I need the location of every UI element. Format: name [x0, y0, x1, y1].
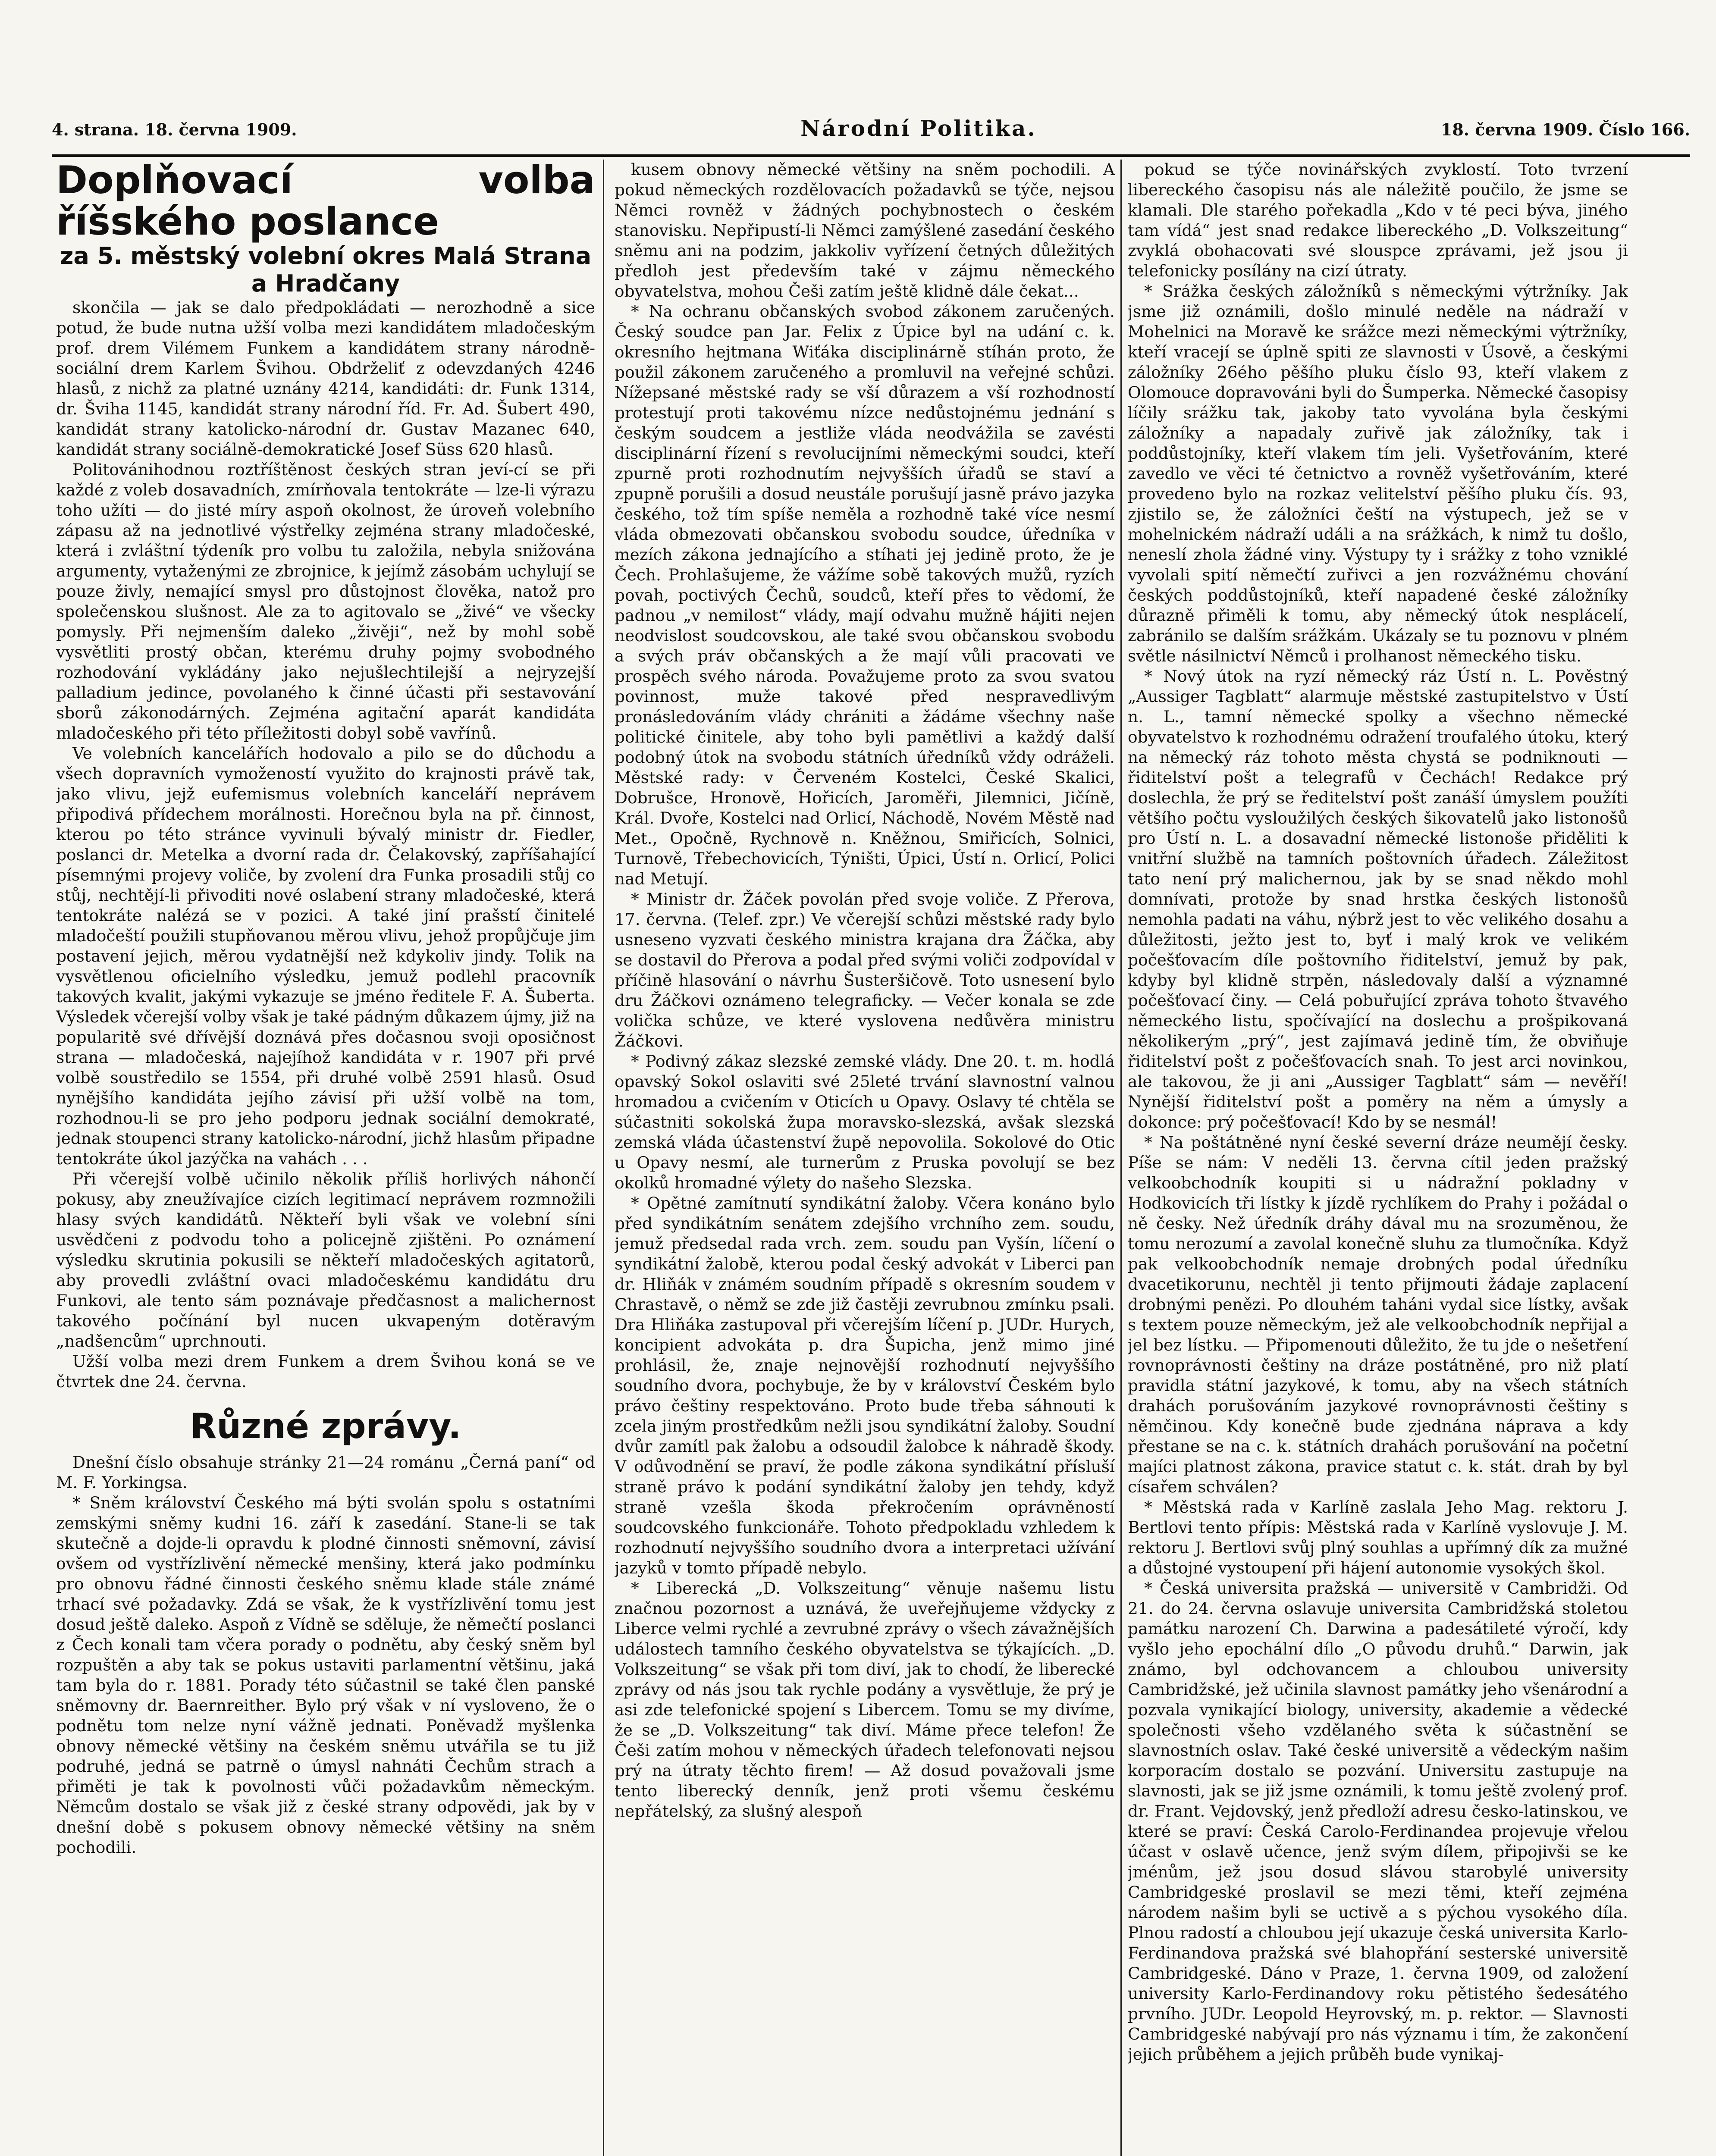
paragraph: Dnešní číslo obsahuje stránky 21—24 románu „Černá paní“ od M. F. Yorkingsa.	[56, 1453, 595, 1492]
date-and-issue	[1441, 120, 1690, 139]
paragraph: * Opětné zamítnutí syndikátní žaloby. Včera konáno bylo před syndikátním senátem zdejšího vrchního zem. soudu, jemuž předsedal rada vrch. zem. soudu pan Vyšín, líčení o syndikátní žalobě, kterou podal český advokát v Liberci pan dr. Hliňák v známém soudním případě s okresním soudem v Chrastavě, o němž se zde již častěji zevrubnou zmínku psali. Dra Hliňáka zastupoval při včerejším líčení p. JUDr. Hurych, koncipient advokáta p. dra Šupicha, jenž mimo jiné prohlásil, že, znaje nejnovější rozhodnutí nejvyššího soudního dvora, pochybuje, že by v království Českém bylo právo češtiny respektováno. Proto bude třeba sáhnouti k zcela jiným prostředkům nežli jsou syndikátní žaloby. Soudní dvůr zamítl pak žalobu a odsoudil žalobce k náhradě škody. V odůvodnění se praví, že podle zákona syndikátní přísluší straně právo k podání syndikátní žaloby jen tehdy, když straně vzešla škoda překročením oprávněností soudcovského funkcionáře. Tohoto předpokladu vzhledem k rozhodnutí nejvyššího soudního dvora a interpretaci užívání jazyků v tomto případě nebylo.	[615, 1194, 1115, 1577]
page-number: 4. strana.	[52, 120, 139, 139]
page-number-and-date	[52, 120, 297, 139]
article-title: Doplňovací volba říšského poslance	[56, 160, 595, 244]
header-date-left: 18. června 1909.	[144, 120, 297, 139]
column-1	[56, 160, 595, 2156]
column-3	[1128, 160, 1628, 2156]
paragraph: * Česká universita pražská — universitě v Cambridži. Od 21. do 24. června oslavuje universita Cambridžská stoletou památku narození Ch. Darwina a padesátileté výročí, kdy vyšlo jeho epochální dílo „O původu druhů.“ Darwin, jak známo, byl odchovancem a chloubou university Cambridžské, jež učinila slavnost památky jeho všenárodní a pozvala vynikající biology, university, akademie a vědecké společnosti všeho vzdělaného světa k súčastnění se slavnostních oslav. Také české universitě a vědeckým našim korporacím dostalo se pozvání. Universitu zastupuje na slavnosti, jak se již jsme oznámili, k tomu ještě zvolený prof. dr. Frant. Vejdovský, jenž předloží adresu česko-latinskou, ve které se praví: Česká Carolo-Ferdinandea projevuje vřelou účast v oslavě učence, jenž svým dílem, připojivši se ke jménům, jež jsou dosud slávou starobylé university Cambridgeské proslavil se mezi těmi, kteří zejména národem našim byli se uctivě a s pýchou vysokého díla. Plnou radostí a chloubou její ukazuje česká universita Karlo-Ferdinandova pražská své blahopřání sesterské universitě Cambridgeské. Dáno v Praze, 1. června 1909, od založení university Karlo-Ferdinandovy roku pětistého šedesátého prvního. JUDr. Leopold Heyrovský, m. p. rektor. — Slavnosti Cambridgeské nabývají pro nás významu i tím, že zakončení jejich průběhem a jejich průběh bude vynikaj-	[1128, 1579, 1628, 2064]
column-2	[615, 160, 1115, 2156]
paragraph: Politovánihodnou roztříštěnost českých stran jeví-cí se při každé z voleb dosavadních, zmírňovala tentokráte — lze-li výrazu toho užíti — do jisté míry aspoň okolnost, že úroveň volebního zápasu až na jednotlivé výstřelky zejména strany mladočeské, která i zvláštní týdeník pro volbu tu založila, nebyla snižována argumenty, vytaženými ze zbrojnice, k jejímž zásobám uchylují se pouze živly, nemající smysl pro důstojnost člověka, natož pro společenskou slušnost. Ale za to agitovalo se „živé“ ve všecky pomysly. Při nejmenším daleko „živěji“, než by mohl sobě vysvětliti prostý občan, kterému druhy pojmy svobodného rozhodování vykládány jako nejušlechtilejší a nejryzejší palladium jedince, povolaného k činné účasti při sestavování sborů zákonodárných. Zejména agitační aparát kandidáta mladočeského při této příležitosti dobyl sobě vavřínů.	[56, 460, 595, 743]
paragraph: Užší volba mezi drem Funkem a drem Švihou koná se ve čtvrtek dne 24. června.	[56, 1352, 595, 1391]
paragraph: * Ministr dr. Žáček povolán před svoje voliče. Z Přerova, 17. června. (Telef. zpr.) Ve včerejší schůzi městské rady bylo usneseno vyzvati českého ministra krajana dra Žáčka, aby se dostavil do Přerova a podal před svými voliči zodpovídal v příčině hlasování o návrhu Šusteršičově. Toto usnesení bylo dru Žáčkovi oznámeno telegraficky. — Večer konala se zde volička schůze, ve které vyslovena nedůvěra ministru Žáčkovi.	[615, 890, 1115, 1050]
section-body	[56, 1452, 595, 1858]
paragraph: Ve volebních kancelářích hodovalo a pilo se do důchodu a všech dopravních vymožeností využito do krajnosti právě tak, jako vlivu, jejž eufemismus volebních kanceláří neprávem připodivá přídechem morálnosti. Horečnou byla na př. činnost, kterou po této stránce vyvinuli bývalý ministr dr. Fiedler, poslanci dr. Metelka a dvorní rada dr. Čelakovský, zapříšahající písemnými projevy voliče, by zvolení dra Funka prosadili stůj co stůj, nechtějí-li přivoditi nové oslabení strany mladočeské, která tentokráte nalézá se v pozici. A také jiní prašstí činitelé mladočeští použili stupňovanou měrou vlivu, jehož propůjčuje jim postavení jejich, měrou vydatnější než kdykoliv jindy. Tolik na vysvětlenou oficielního výsledku, jemuž podlehl pracovník takových kvalit, jakými vykazuje se jméno ředitele F. A. Šuberta. Výsledek včerejší volby však je také pádným důkazem újmy, již na popularitě své dřívější doznává přes dočasnou svoji oposičnost strana — mladočeská, najejíhož kandidáta v r. 1907 při prvé volbě soustředilo se 1554, při druhé volbě 2591 hlasů. Osud nynějšího kandidáta jejího závisí při užší volbě na tom, rozhodnou-li se pro jeho podporu jednak sociální demokraté, jednak stoupenci strany katolicko-národní, jichž hlasům připadne tentokráte úkol jazýčka na vahách . . .	[56, 744, 595, 1168]
paragraph: kusem obnovy německé většiny na sněm pochodili. A pokud německých rozdělovacích požadavků se týče, nejsou Němci rovněž v žádných pochybnostech o českém stanovisku. Nepřipustí-li Němci zamýšlené zasedání českého sněmu ani na podzim, jakkoliv vyřízení četných důležitých předloh jest především také v zájmu německého obyvatelstva, mohou Češi zatím ještě klidně dále čekat...	[615, 160, 1115, 301]
paragraph: * Nový útok na ryzí německý ráz Ústí n. L. Pověstný „Aussiger Tagblatt“ alarmuje městské zastupitelstvo v Ústí n. L., tamní německé spolky a všechno německé obyvatelstvo k rozhodnému odražení troufalého útoku, který na německý ráz tohoto města chystá se podniknouti — řiditelství pošt a telegrafů v Čechách! Redakce prý doslechla, že prý se ředitelství pošt zanáší úmyslem použíti většího počtu vysloužilých českých šikovatelů jako listonošů pro Ústí n. L. a dosavadní německé listonoše přiděliti k vnitřní službě na tamních poštovních úřadech. Záležitost tato není prý malichernou, jak by se snad někdo mohl domnívati, protože by snad hrstka českých listonošů nemohla padati na váhu, nýbrž jest to věc velikého dosahu a důležitosti, ježto jest to, byť i malý krok ve velikém počešťovacím díle poštovního řiditelství, jemuž by pak, kdyby byl klidně strpěn, následovaly další a významné počešťovací činy. — Celá pobuřující zpráva tohoto štvavého německého listu, spočívající na doslechu a prošpikovaná několikerým „prý“, jest zajímavá jedině tím, že obviňuje řiditelství pošt z počešťovacích snah. To jest arci novinkou, ale takovou, že ji ani „Aussiger Tagblatt“ sám — nevěří! Nynější řiditelství pošt a poměry na něm a úmysly a dokonce: prý počešťovací! Kdo by se nesmál!	[1128, 667, 1628, 1131]
article-body	[56, 298, 595, 1392]
column-2-body	[615, 160, 1115, 1821]
paragraph: * Sněm království Českého má býti svolán spolu s ostatními zemskými sněmy kudni 16. září k zasedání. Stane-li se tak skutečně a dojde-li opravdu k plodné činnosti sněmovní, závisí ovšem od vystřízlivění německé menšiny, která jako podmínku pro obnovu řádné činnosti českého sněmu klade stále známé trhací své požadavky. Zdá se však, že k vystřízlivění tomu jest dosud ještě daleko. Aspoň z Vídně se sděluje, že němečtí poslanci z Čech konali tam včera porady o podnětu, aby český sněm byl rozpuštěn a aby tak se pokus ustaviti parlamentní většinu, jaká tam byla do r. 1881. Porady této súčastnil se také člen panské sněmovny dr. Baernreither. Bylo prý však v ní vysloveno, že o podnětu tom nelze nyní vážně jednati. Poněvadž myšlenka obnovy německé většiny na českém sněmu utvářila se tu již podruhé, jedná se patrně o úmysl nahnáti Čechům strach a přiměti je tak k povolnosti vůči požadavkům německým. Němcům dostalo se však již z české strany odpovědi, jak by v dnešní době s pokusem obnovy německé většiny na sněm pochodili.	[56, 1493, 595, 1857]
masthead-title: Národní Politika.	[800, 116, 1037, 141]
paragraph: * Liberecká „D. Volkszeitung“ věnuje našemu listu značnou pozornost a uznává, že uveřejňujeme vždycky z Liberce velmi rychlé a zevrubné zprávy o všech závažnějších událostech tamního českého obyvatelstva se týkajících. „D. Volkszeitung“ se však při tom diví, jak to chodí, že liberecké zprávy od nás jsou tak rychle podány a vysvětluje, že prý je asi zde telefonické spojení s Libercem. Tomu se my divíme, že se „D. Volkszeitung“ tak diví. Máme přece telefon! Že Češi zatím mohou v německých úřadech telefonovati nejsou prý na útraty těchto firem! — Až dosud považovali jsme tento liberecký denník, jenž proti všemu českému nepřátelský, za slušný alespoň	[615, 1579, 1115, 1821]
paragraph: * Podivný zákaz slezské zemské vlády. Dne 20. t. m. hodlá opavský Sokol oslaviti své 25leté trvání slavnostní valnou hromadou a cvičením v Oticích u Opavy. Oslavy té chtěla se súčastniti sokolská župa moravsko-slezská, avšak slezská zemská vláda účastenství župě nepovolila. Sokolové do Otic u Opavy nesmí, ale turnerům z Pruska povolují se bez okolků hromadné výlety do našeho Slezska.	[615, 1052, 1115, 1192]
paragraph: * Srážka českých záložníků s německými výtržníky. Jak jsme již oznámili, došlo minulé neděle na nádraží v Mohelnici na Moravě ke srážce mezi německými výtržníky, kteří vracejí se úplně spiti ze slavnosti v Úsově, a českými záložníky 26ého pěšího pluku číslo 93, kteří vlakem z Olomouce dopravováni byli do Šumperka. Německé časopisy líčily srážku tak, jakoby tato vyvolána byla českými záložníky a napadaly zuřivě jak záložníky, tak i poddůstojníky, kteří vlakem tím jeli. Vyšetřováním, které zavedlo ve věci té četnictvo a rovněž vyšetřováním, které provedeno bylo na rozkaz velitelství pěšího pluku čís. 93, zjistilo se, že záložníci čeští na výstupech, jež se v mohelnickém nádraží událi a na srážkách, k nimž tu došlo, neneslí zhola žádné viny. Výstupy ty i srážky z toho vzniklé vyvolali spití němečtí zuřivci a jen rozvážnému chování českých poddůstojníků, kteří napadené české záložníky důrazně přiměli k tomu, aby německý útok nesplácelí, zabránilo se dalším srážkám. Ukázaly se tu poznovu v plném světle násilnictví Němců i prolhanost německého tisku.	[1128, 282, 1628, 665]
section-title: Různé zprávy.	[190, 1406, 461, 1446]
page-header	[52, 116, 1690, 157]
column-divider	[1120, 160, 1122, 2156]
paragraph: skončila — jak se dalo předpokládati — nerozhodně a sice potud, že bude nutna užší volba mezi kandidátem mladočeským prof. drem Vilémem Funkem a kandidátem strany národně-sociální drem Karlem Švihou. Obdrželiť z odevzdaných 4246 hlasů, z nichž za platné uznány 4214, kandidáti: dr. Funk 1314, dr. Šviha 1145, kandidát strany národní říd. Fr. Ad. Šubert 490, kandidát strany katolicko-národní dr. Gustav Mazanec 640, kandidát strany sociálně-demokratické Josef Süss 620 hlasů.	[56, 298, 595, 459]
column-3-body	[1128, 160, 1628, 2065]
paragraph: * Na poštátněné nyní české severní dráze neumějí česky. Píše se nám: V neděli 13. června cítil jeden pražský velkoobchodník koupiti si u nádražní pokladny v Hodkovicích tři lístky k jízdě rychlíkem do Prahy i požádal o ně česky. Než úředník dráhy dával mu na srozuměnou, že tomu nerozumí a zavolal konečně sluhu za tlumočníka. Když pak velkoobchodník nemaje drobných podal úředníku dvacetikorunu, nechtěl ji tento přijmouti žádaje zaplacení drobnými penězi. Po dlouhém taháni vydal sice lístky, avšak s textem pouze německým, jež ale velkoobchodník nepřijal a jel bez lístku. — Připomenouti důležito, že tu jde o nešetření rovnoprávnosti češtiny na dráze postátněné, pro niž platí pravidla státní jazykové, k tomu, aby na všech státních drahách porušováním jazykové rovnoprávnosti češtiny s němčinou. Kdy konečně bude zjednána náprava a kdy přestane se na c. k. státních drahách porušování na početní majíci platnost zákona, pravice statut c. k. stát. drah by byl císařem schválen?	[1128, 1133, 1628, 1496]
article-subtitle: za 5. městský volební okres Malá Strana a Hradčany	[60, 242, 592, 297]
paragraph: pokud se týče novinářských zvyklostí. Toto tvrzení libereckého časopisu nás ale náležitě poučilo, že jsme se klamali. Dle starého pořekadla „Kdo v té peci býva, jiného tam vídá“ jest snad redakce libereckého „D. Volkszeitung“ zvyklá obohacovati své slouspce zprávami, jež jsou ji telefonicky posílány na cizí útraty.	[1128, 160, 1628, 280]
column-divider	[603, 160, 604, 2156]
paragraph: * Na ochranu občanských svobod zákonem zaručených. Český soudce pan Jar. Felix z Úpice byl na udání c. k. okresního hejtmana Wiťáka disciplinárně stíhán proto, že použil zákonem zaručeného a promluvil na veřejné schůzi. Nížepsané městské rady se vší důrazem a vší rozhodností protestují proti takovému nízce nedůstojnému jednání s českým soudcem a jestliže vláda neodvážila se zavésti disciplinární řízení s revolucijními německými soudci, kteří zpurně proti rozhodnutím nejvyšších úřadů se staví a zpupně porušili a dosud neustále porušují jasně právo jazyka českého, tož tím spíše neměla a rozhodně také více nesmí vláda obmezovati občanskou svobodu soudce, úředníka v mezích zákona jednajícího a stíhati jej jedině proto, že je Čech. Prohlašujeme, že vážíme sobě takových mužů, ryzích povah, poctivých Čechů, soudců, kteří přes to vědomí, že padnou „v nemilost“ vlády, mají odvahu mužně hájiti nejen neodvislost soudcovskou, ale také svou občanskou svobodu a svých práv občanských a že mají vůli pracovati ve prospěch svého národa. Považujeme proto za svou svatou povinnost, muže takové před nespravedlivým pronásledováním vlády chrániti a žádáme všechny naše politické činitele, aby toho byli pamětlivi a každý další podobný útok na svobodu státních úředníků vždy odráželi. Městské rady: v Červeném Kostelci, České Skalici, Dobrušce, Hronově, Hořicích, Jaroměři, Jilemnici, Jičíně, Král. Dvoře, Kostelci nad Orlicí, Náchodě, Novém Městě nad Met., Opočně, Rychnově n. Kněžnou, Smiřicích, Solnici, Turnově, Třebechovicích, Týništi, Úpici, Ústí n. Orlicí, Polici nad Metují.	[615, 302, 1115, 888]
issue-number: Číslo 166.	[1599, 120, 1690, 139]
header-date-right: 18. června 1909.	[1440, 120, 1594, 139]
paragraph: Při včerejší volbě učinilo několik příliš horlivých náhončí pokusy, aby zneužívajíce cizích legitimací neprávem rozmnožili hlasy svých kandidátů. Někteří byli však ve volební síni usvědčeni z podvodu toho a policejně zjištěni. Po oznámení výsledku skrutinia pokusili se někteří mladočeských agitatorů, aby provedli zvláštní ovaci mladočeskému kandidátu dru Funkovi, ale tento sám poznávaje předčasnost a malichernost takového počínání byl nucen ukvapeným dotěravým „nadšencům“ uprchnouti.	[56, 1169, 595, 1351]
paragraph: * Městská rada v Karlíně zaslala Jeho Mag. rektoru J. Bertlovi tento přípis: Městská rada v Karlíně vyslovuje J. M. rektoru J. Bertlovi svůj plný souhlas a upřímný dík za mužné a důstojné vystoupení při hájení autonomie vysokých škol.	[1128, 1498, 1628, 1577]
